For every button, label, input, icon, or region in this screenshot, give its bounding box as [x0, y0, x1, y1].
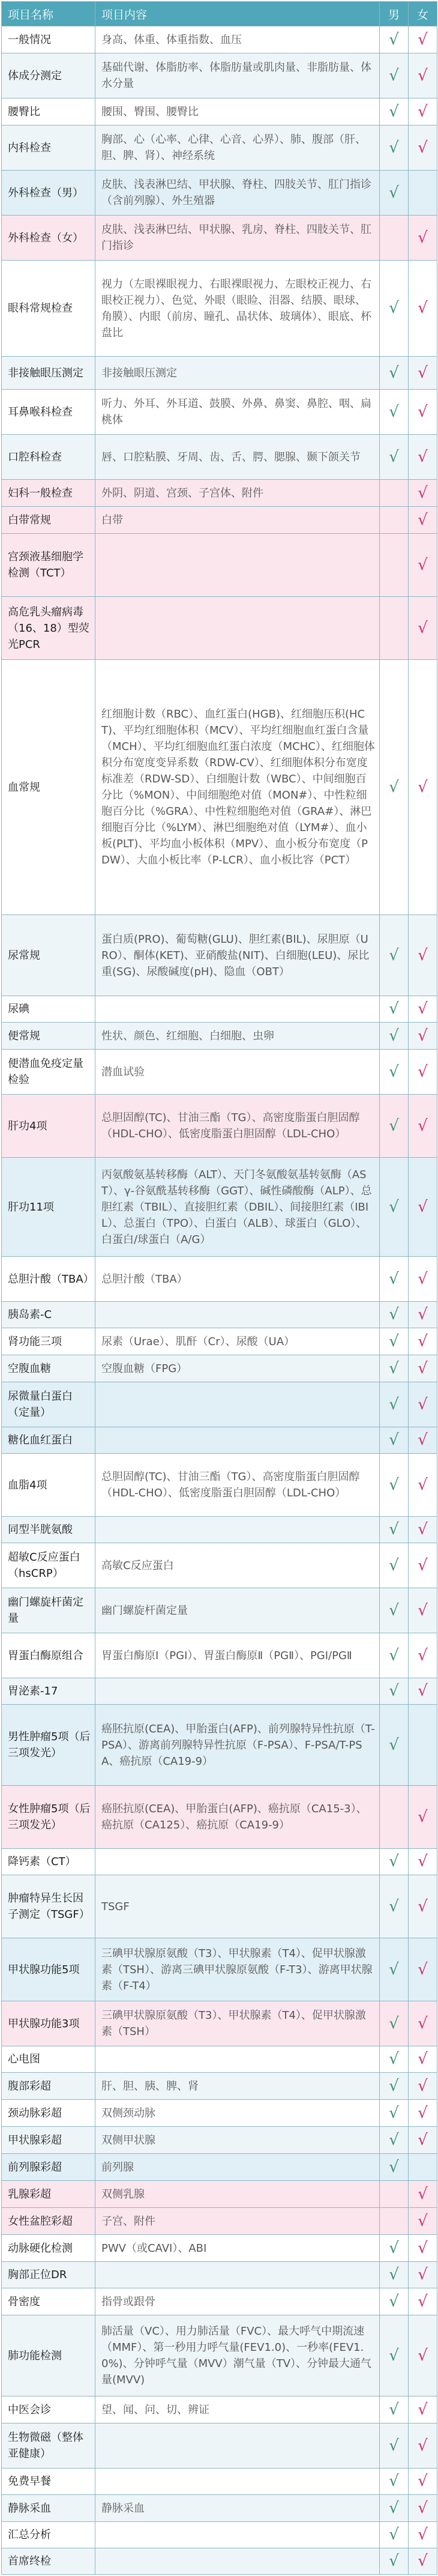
female-check: √: [409, 2001, 437, 2046]
item-name: 尿碘: [2, 996, 95, 1023]
male-check: √: [380, 2469, 409, 2495]
item-content: 尿素（Urae）、肌酐（Cr）、尿酸（UA）: [95, 1328, 380, 1355]
item-name: 颈动脉彩超: [2, 2100, 95, 2127]
item-content: [95, 1849, 380, 1875]
table-row: [2, 1427, 437, 1454]
female-check: √: [409, 2396, 437, 2423]
male-check: √: [380, 1543, 409, 1588]
item-content: [95, 2548, 380, 2575]
item-name: 空腹血糖: [2, 1355, 95, 1382]
male-check: [380, 480, 409, 507]
table-row: [2, 1517, 437, 1543]
table-row: [2, 480, 437, 507]
female-check: √: [409, 996, 437, 1023]
male-check: √: [380, 1454, 409, 1517]
item-name: 汇总分析: [2, 2522, 95, 2548]
table-row: [2, 2001, 437, 2046]
item-name: 心电图: [2, 2046, 95, 2073]
item-content: 三碘甲状腺原氨酸（T3）、甲状腺素（T4）、促甲状腺激素（TSH）、游离三碘甲状腺原氨酸（F-T3）、游离甲状腺素（F-T4）: [95, 1938, 380, 2001]
table-row: [2, 1938, 437, 2001]
header-item-name: 项目名称: [2, 2, 95, 26]
female-check: [409, 1705, 437, 1786]
male-check: √: [380, 435, 409, 480]
female-check: √: [409, 1849, 437, 1875]
item-content: 唇、口腔粘膜、牙周、齿、舌、腭、腮腺、颞下颌关节: [95, 435, 380, 480]
male-check: √: [380, 2127, 409, 2154]
item-content: 空腹血糖（FPG）: [95, 1355, 380, 1382]
item-name: 眼科常规检查: [2, 261, 95, 357]
table-row: [2, 2073, 437, 2100]
female-check: [409, 171, 437, 216]
table-row: [2, 53, 437, 98]
item-content: [95, 1427, 380, 1454]
item-content: 高敏C反应蛋白: [95, 1543, 380, 1588]
item-name: 高危乳头瘤病毒（16、18）型荧光PCR: [2, 597, 95, 660]
female-check: √: [409, 357, 437, 390]
table-row: [2, 1257, 437, 1302]
item-content: [95, 597, 380, 660]
female-check: √: [409, 597, 437, 660]
item-content: 前列腺: [95, 2154, 380, 2181]
table-row: [2, 996, 437, 1023]
header-female: 女: [409, 2, 437, 26]
item-content: 癌胚抗原(CEA)、甲胎蛋白(AFP)、前列腺特异性抗原（T-PSA）、游离前列腺特异性抗原（F-PSA）、F-PSA/T-PSA、癌抗原（CA19-9）: [95, 1705, 380, 1786]
table-row: [2, 1023, 437, 1050]
table-row: [2, 2469, 437, 2495]
item-content: 白带: [95, 507, 380, 534]
male-check: √: [380, 1678, 409, 1705]
male-check: √: [380, 2396, 409, 2423]
item-name: 甲状腺功能3项: [2, 2001, 95, 2046]
item-content: 总胆固醇(TC)、甘油三酯（TG）、高密度脂蛋白胆固醇（HDL-CHO）、低密度脂蛋白胆固醇（LDL-CHO）: [95, 1095, 380, 1158]
item-name: 骨密度: [2, 2288, 95, 2315]
table-row: [2, 1328, 437, 1355]
table-row: [2, 1786, 437, 1849]
table-row: [2, 390, 437, 435]
item-name: 乳腺彩超: [2, 2181, 95, 2208]
item-name: 非接触眼压测定: [2, 357, 95, 390]
male-check: [380, 597, 409, 660]
female-check: √: [409, 390, 437, 435]
female-check: √: [409, 915, 437, 996]
female-check: √: [409, 660, 437, 915]
female-check: √: [409, 2100, 437, 2127]
male-check: √: [380, 125, 409, 171]
item-name: 肝功4项: [2, 1095, 95, 1158]
male-check: √: [380, 261, 409, 357]
table-row: [2, 1355, 437, 1382]
item-name: 一般情况: [2, 26, 95, 53]
table-body: [2, 26, 437, 2575]
table-row: [2, 2423, 437, 2469]
item-name: 白带常规: [2, 507, 95, 534]
male-check: √: [380, 1382, 409, 1427]
item-name: 同型半胱氨酸: [2, 1517, 95, 1543]
female-check: √: [409, 1328, 437, 1355]
female-check: √: [409, 507, 437, 534]
table-row: [2, 2100, 437, 2127]
male-check: √: [380, 2315, 409, 2396]
item-content: [95, 996, 380, 1023]
item-content: 望、闻、问、切、辨证: [95, 2396, 380, 2423]
item-content: 性状、颜色、红细胞、白细胞、虫卵: [95, 1023, 380, 1050]
item-name: 男性肿瘤5项（后三项发光）: [2, 1705, 95, 1786]
table-row: [2, 1705, 437, 1786]
male-check: [380, 2181, 409, 2208]
item-content: [95, 2423, 380, 2469]
male-check: √: [380, 171, 409, 216]
item-content: 幽门螺旋杆菌定量: [95, 1588, 380, 1633]
male-check: √: [380, 1158, 409, 1257]
table-row: [2, 435, 437, 480]
male-check: √: [380, 1302, 409, 1328]
table-row: [2, 597, 437, 660]
table-row: [2, 1849, 437, 1875]
female-check: √: [409, 98, 437, 125]
female-check: √: [409, 1095, 437, 1158]
female-check: √: [409, 2522, 437, 2548]
item-content: 子宫、附件: [95, 2208, 380, 2235]
item-content: 静脉采血: [95, 2495, 380, 2522]
item-content: 潜血试验: [95, 1050, 380, 1095]
item-content: 双侧甲状腺: [95, 2127, 380, 2154]
male-check: √: [380, 26, 409, 53]
female-check: √: [409, 2046, 437, 2073]
item-name: 生物微磁（整体亚健康）: [2, 2423, 95, 2469]
item-name: 超敏C反应蛋白（hsCRP）: [2, 1543, 95, 1588]
male-check: √: [380, 53, 409, 98]
table-row: [2, 2262, 437, 2288]
female-check: √: [409, 1543, 437, 1588]
item-name: 降钙素（CT）: [2, 1849, 95, 1875]
male-check: √: [380, 1355, 409, 1382]
table-row: [2, 357, 437, 390]
female-check: √: [409, 2469, 437, 2495]
table-row: [2, 26, 437, 53]
male-check: √: [380, 2495, 409, 2522]
male-check: √: [380, 1328, 409, 1355]
table-row: [2, 2208, 437, 2235]
table-row: [2, 1543, 437, 1588]
item-content: 肺活量（VC）、用力肺活量（FVC）、最大呼气中期流速（MMF）、第一秒用力呼气量(FEV1.0)、一秒率(FEV1.0%)、分钟呼气量（MVV）潮气量（TV）、分钟最大通气量(MVV): [95, 2315, 380, 2396]
table-row: [2, 98, 437, 125]
table-row: [2, 1875, 437, 1938]
item-content: 蛋白质(PRO)、葡萄糖(GLU)、胆红素(BIL)、尿胆原（URO）、酮体(KET)、亚硝酸盐(NIT)、白细胞(LEU)、尿比重(SG)、尿酸碱度(pH)、隐血（OBT）: [95, 915, 380, 996]
male-check: √: [380, 660, 409, 915]
male-check: √: [380, 98, 409, 125]
item-content: [95, 2262, 380, 2288]
female-check: √: [409, 2181, 437, 2208]
male-check: √: [380, 1517, 409, 1543]
female-check: √: [409, 26, 437, 53]
item-name: 胸部正位DR: [2, 2262, 95, 2288]
female-check: √: [409, 2262, 437, 2288]
male-check: √: [380, 2288, 409, 2315]
female-check: √: [409, 125, 437, 171]
table-row: [2, 2548, 437, 2575]
table-row: [2, 2522, 437, 2548]
male-check: √: [380, 1257, 409, 1302]
male-check: √: [380, 1633, 409, 1678]
male-check: √: [380, 2073, 409, 2100]
male-check: √: [380, 2522, 409, 2548]
table-row: [2, 2046, 437, 2073]
female-check: √: [409, 1588, 437, 1633]
female-check: √: [409, 216, 437, 261]
item-content: [95, 1302, 380, 1328]
table-row: [2, 1302, 437, 1328]
female-check: √: [409, 2548, 437, 2575]
item-content: TSGF: [95, 1875, 380, 1938]
item-content: 外阴、阴道、宫颈、子宫体、附件: [95, 480, 380, 507]
female-check: √: [409, 1517, 437, 1543]
item-content: 癌胚抗原(CEA)、甲胎蛋白(AFP)、癌抗原（CA15-3）、癌抗原（CA125）、癌抗原（CA19-9）: [95, 1786, 380, 1849]
table-row: [2, 261, 437, 357]
table-row: [2, 534, 437, 597]
male-check: √: [380, 2423, 409, 2469]
female-check: √: [409, 2235, 437, 2262]
item-name: 前列腺彩超: [2, 2154, 95, 2181]
item-name: 首席终检: [2, 2548, 95, 2575]
female-check: √: [409, 1023, 437, 1050]
female-check: √: [409, 2073, 437, 2100]
female-check: √: [409, 534, 437, 597]
male-check: √: [380, 390, 409, 435]
male-check: √: [380, 915, 409, 996]
female-check: √: [409, 2423, 437, 2469]
item-content: 丙氨酸氨基转移酶（ALT）、天门冬氨酸氨基转氨酶（AST）、γ-谷氨酰基转移酶（GGT）、碱性磷酸酶（ALP）、总胆红素（TBIL）、直接胆红素（DBIL）、间接胆红素（IBIL）、总蛋白（TPO）、白蛋白（ALB）、球蛋白（GLO）、白蛋白/球蛋白（A/G）: [95, 1158, 380, 1257]
female-check: √: [409, 1633, 437, 1678]
male-check: √: [380, 2154, 409, 2181]
female-check: √: [409, 261, 437, 357]
male-check: √: [380, 1050, 409, 1095]
table-row: [2, 2315, 437, 2396]
item-content: 腰围、臀围、腰臀比: [95, 98, 380, 125]
item-content: 胸部、心（心率、心律、心音、心界）、肺、腹部（肝、胆、脾、肾）、神经系统: [95, 125, 380, 171]
male-check: √: [380, 2235, 409, 2262]
item-name: 幽门螺旋杆菌定量: [2, 1588, 95, 1633]
item-name: 肿瘤特异生长因子测定（TSGF）: [2, 1875, 95, 1938]
female-check: √: [409, 53, 437, 98]
item-name: 免费早餐: [2, 2469, 95, 2495]
item-name: 耳鼻喉科检查: [2, 390, 95, 435]
item-name: 胰岛素-C: [2, 1302, 95, 1328]
female-check: √: [409, 2208, 437, 2235]
table-row: [2, 1633, 437, 1678]
table-row: [2, 2288, 437, 2315]
item-content: 总胆汁酸（TBA）: [95, 1257, 380, 1302]
item-content: 红细胞计数（RBC）、血红蛋白(HGB)、红细胞压积(HCT)、平均红细胞体积（MCV）、平均红细胞血红蛋白含量（MCH）、平均红细胞血红蛋白浓度（MCHC）、红细胞体积分布宽度变异系数（RDW-CV）、红细胞体积分布宽度标准差（RDW-SD）、白细胞计数（WBC）、中间细胞百分比（%MON）、中间细胞绝对值（MON#）、中性粒细胞百分比（%GRA）、中性粒细胞绝对值（GRA#）、淋巴细胞百分比（%LYM）、淋巴细胞绝对值（LYM#）、血小板(PLT)、平均血小板体积（MPV）、血小板分布宽度（PDW）、大血小板比率（P-LCR）、血小板比容（PCT）: [95, 660, 380, 915]
item-name: 尿微量白蛋白（定量）: [2, 1382, 95, 1427]
female-check: √: [409, 1938, 437, 2001]
table-row: [2, 216, 437, 261]
male-check: [380, 507, 409, 534]
table-row: [2, 1678, 437, 1705]
female-check: √: [409, 2127, 437, 2154]
item-name: 总胆汁酸（TBA）: [2, 1257, 95, 1302]
table-row: [2, 2495, 437, 2522]
table-row: [2, 1454, 437, 1517]
male-check: [380, 216, 409, 261]
table-row: [2, 660, 437, 915]
male-check: [380, 2208, 409, 2235]
item-content: 皮肤、浅表淋巴结、甲状腺、脊柱、四肢关节、肛门指诊（含前列腺）、外生殖器: [95, 171, 380, 216]
male-check: √: [380, 2001, 409, 2046]
table-row: [2, 2235, 437, 2262]
item-content: 身高、体重、体重指数、血压: [95, 26, 380, 53]
item-name: 甲状腺彩超: [2, 2127, 95, 2154]
item-name: 甲状腺功能5项: [2, 1938, 95, 2001]
male-check: √: [380, 2548, 409, 2575]
item-content: [95, 1382, 380, 1427]
item-name: 宫颈液基细胞学检测（TCT）: [2, 534, 95, 597]
table-row: [2, 2181, 437, 2208]
female-check: √: [409, 1257, 437, 1302]
female-check: √: [409, 1050, 437, 1095]
male-check: √: [380, 1705, 409, 1786]
female-check: √: [409, 1355, 437, 1382]
table-row: [2, 1050, 437, 1095]
item-content: [95, 2046, 380, 2073]
item-name: 妇科一般检查: [2, 480, 95, 507]
item-name: 肾功能三项: [2, 1328, 95, 1355]
item-name: 口腔科检查: [2, 435, 95, 480]
female-check: √: [409, 1454, 437, 1517]
item-content: 视力（左眼裸眼视力、右眼裸眼视力、左眼校正视力、右眼校正视力）、色觉、外眼（眼睑、泪器、结膜、眼球、角膜）、内眼（前房、瞳孔、晶状体、玻璃体）、眼底、杯盘比: [95, 261, 380, 357]
table-header-row: [2, 2, 437, 26]
item-name: 糖化血红蛋白: [2, 1427, 95, 1454]
item-content: 总胆固醇(TC)、甘油三酯（TG）、高密度脂蛋白胆固醇（HDL-CHO）、低密度脂蛋白胆固醇（LDL-CHO）: [95, 1454, 380, 1517]
female-check: [409, 2154, 437, 2181]
item-name: 体成分测定: [2, 53, 95, 98]
item-content: 三碘甲状腺原氨酸（T3）、甲状腺素（T4）、促甲状腺激素（TSH）: [95, 2001, 380, 2046]
male-check: √: [380, 2100, 409, 2127]
item-content: [95, 534, 380, 597]
item-name: 胃蛋白酶原组合: [2, 1633, 95, 1678]
female-check: √: [409, 1158, 437, 1257]
table-row: [2, 171, 437, 216]
item-name: 腰臀比: [2, 98, 95, 125]
male-check: √: [380, 1023, 409, 1050]
female-check: √: [409, 2288, 437, 2315]
female-check: √: [409, 2315, 437, 2396]
item-name: 女性盆腔彩超: [2, 2208, 95, 2235]
item-content: 听力、外耳、外耳道、鼓膜、外鼻、鼻窦、鼻腔、咽、扁桃体: [95, 390, 380, 435]
item-content: 肝、胆、胰、脾、肾: [95, 2073, 380, 2100]
male-check: √: [380, 1427, 409, 1454]
male-check: √: [380, 2262, 409, 2288]
table-row: [2, 507, 437, 534]
item-name: 尿常规: [2, 915, 95, 996]
item-name: 内科检查: [2, 125, 95, 171]
female-check: √: [409, 480, 437, 507]
female-check: √: [409, 435, 437, 480]
female-check: √: [409, 1786, 437, 1849]
item-content: 双侧乳腺: [95, 2181, 380, 2208]
table-row: [2, 2396, 437, 2423]
item-name: 血脂4项: [2, 1454, 95, 1517]
item-name: 动脉硬化检测: [2, 2235, 95, 2262]
header-item-content: 项目内容: [95, 2, 380, 26]
male-check: √: [380, 1938, 409, 2001]
item-content: [95, 2469, 380, 2495]
item-name: 胃泌素-17: [2, 1678, 95, 1705]
female-check: √: [409, 2495, 437, 2522]
item-name: 女性肿瘤5项（后三项发光）: [2, 1786, 95, 1849]
item-content: 非接触眼压测定: [95, 357, 380, 390]
item-name: 腹部彩超: [2, 2073, 95, 2100]
male-check: √: [380, 1849, 409, 1875]
item-name: 静脉采血: [2, 2495, 95, 2522]
table-row: [2, 2154, 437, 2181]
female-check: √: [409, 1382, 437, 1427]
item-content: 胃蛋白酶原Ⅰ（PGⅠ）、胃蛋白酶原Ⅱ（PGⅡ）、PGⅠ/PGⅡ: [95, 1633, 380, 1678]
item-name: 便常规: [2, 1023, 95, 1050]
female-check: √: [409, 1427, 437, 1454]
table-row: [2, 915, 437, 996]
item-name: 便潜血免疫定量检验: [2, 1050, 95, 1095]
female-check: √: [409, 1302, 437, 1328]
header-male: 男: [380, 2, 409, 26]
table-row: [2, 1382, 437, 1427]
table-row: [2, 1095, 437, 1158]
item-content: 双侧颈动脉: [95, 2100, 380, 2127]
male-check: [380, 1786, 409, 1849]
table-row: [2, 1588, 437, 1633]
female-check: √: [409, 1875, 437, 1938]
checkup-items-table: [1, 1, 437, 2575]
item-content: 指骨或跟骨: [95, 2288, 380, 2315]
item-name: 肺功能检测: [2, 2315, 95, 2396]
male-check: √: [380, 2046, 409, 2073]
item-name: 外科检查（男）: [2, 171, 95, 216]
table-row: [2, 125, 437, 171]
item-name: 中医会诊: [2, 2396, 95, 2423]
table-row: [2, 2127, 437, 2154]
item-name: 肝功11项: [2, 1158, 95, 1257]
table-row: [2, 1158, 437, 1257]
male-check: √: [380, 1875, 409, 1938]
item-content: 基础代谢、体脂肪率、体脂肪量或肌肉量、非脂肪量、体水分量: [95, 53, 380, 98]
male-check: √: [380, 1588, 409, 1633]
female-check: √: [409, 1678, 437, 1705]
item-content: [95, 1517, 380, 1543]
item-name: 血常规: [2, 660, 95, 915]
item-content: [95, 2522, 380, 2548]
male-check: [380, 534, 409, 597]
item-content: PWV（或CAVI）、ABI: [95, 2235, 380, 2262]
item-content: [95, 1678, 380, 1705]
item-content: 皮肤、浅表淋巴结、甲状腺、乳房、脊柱、四肢关节、肛门指诊: [95, 216, 380, 261]
male-check: √: [380, 996, 409, 1023]
item-name: 外科检查（女）: [2, 216, 95, 261]
male-check: √: [380, 357, 409, 390]
male-check: √: [380, 1095, 409, 1158]
